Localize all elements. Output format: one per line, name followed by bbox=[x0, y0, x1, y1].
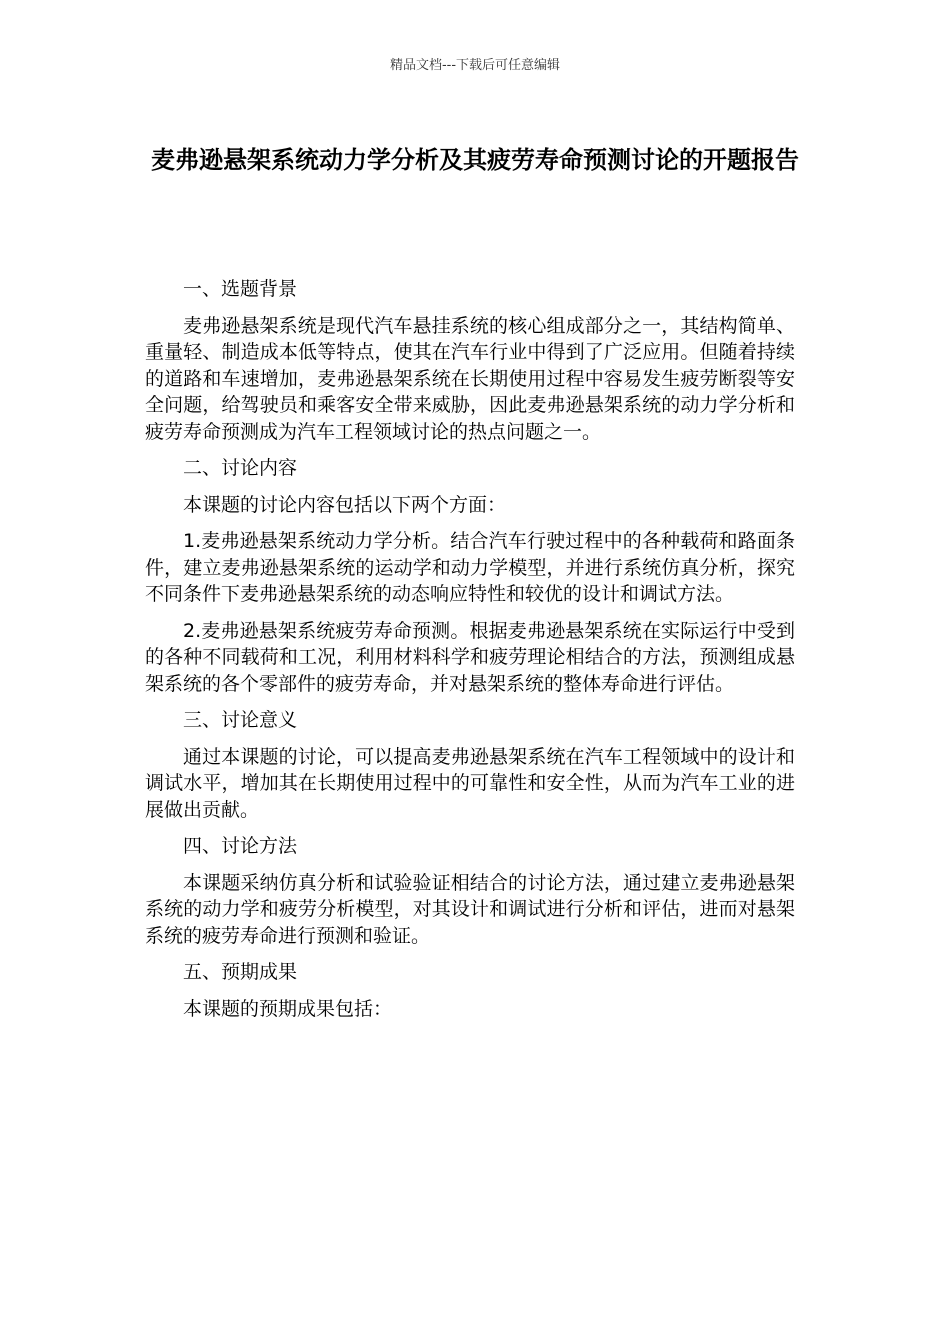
paragraph-background: 麦弗逊悬架系统是现代汽车悬挂系统的核心组成部分之一，其结构简单、重量轻、制造成本低等特点，使其在汽车行业中得到了广泛应用。但随着持续的道路和车速增加，麦弗逊悬架系统在长期使用过程中容易发生疲劳断裂等安全问题，给驾驶员和乘客安全带来威胁，因此麦弗逊悬架系统的动力学分析和疲劳寿命预测成为汽车工程领域讨论的热点问题之一。 bbox=[145, 314, 795, 443]
paragraph-methods: 本课题采纳仿真分析和试验验证相结合的讨论方法，通过建立麦弗逊悬架系统的动力学和疲劳分析模型，对其设计和调试进行分析和评估，进而对悬架系统的疲劳寿命进行预测和验证。 bbox=[145, 871, 795, 947]
section-heading-methods: 四、讨论方法 bbox=[183, 835, 298, 857]
paragraph-content-item-2: 2.麦弗逊悬架系统疲劳寿命预测。根据麦弗逊悬架系统在实际运行中受到的各种不同载荷和工况，利用材料科学和疲劳理论相结合的方法，预测组成悬架系统的各个零部件的疲劳寿命，并对悬架系统的整体寿命进行评估。 bbox=[145, 619, 795, 695]
section-heading-background: 一、选题背景 bbox=[183, 278, 298, 300]
paragraph-significance: 通过本课题的讨论，可以提高麦弗逊悬架系统在汽车工程领域中的设计和调试水平，增加其在长期使用过程中的可靠性和安全性，从而为汽车工业的进展做出贡献。 bbox=[145, 745, 795, 821]
section-heading-outcomes: 五、预期成果 bbox=[183, 961, 298, 983]
section-heading-significance: 三、讨论意义 bbox=[183, 709, 298, 731]
header-watermark: 精品文档---下载后可任意编辑 bbox=[389, 58, 561, 73]
document-title: 麦弗逊悬架系统动力学分析及其疲劳寿命预测讨论的开题报告 bbox=[151, 146, 799, 174]
paragraph-content-intro: 本课题的讨论内容包括以下两个方面： bbox=[183, 493, 507, 516]
document-body bbox=[145, 268, 795, 1032]
section-heading-content: 二、讨论内容 bbox=[183, 457, 298, 479]
paragraph-content-item-1: 1.麦弗逊悬架系统动力学分析。结合汽车行驶过程中的各种载荷和路面条件，建立麦弗逊悬架系统的运动学和动力学模型，并进行系统仿真分析，探究不同条件下麦弗逊悬架系统的动态响应特性和较优的设计和调试方法。 bbox=[145, 530, 795, 605]
paragraph-outcomes-intro: 本课题的预期成果包括： bbox=[183, 997, 393, 1020]
